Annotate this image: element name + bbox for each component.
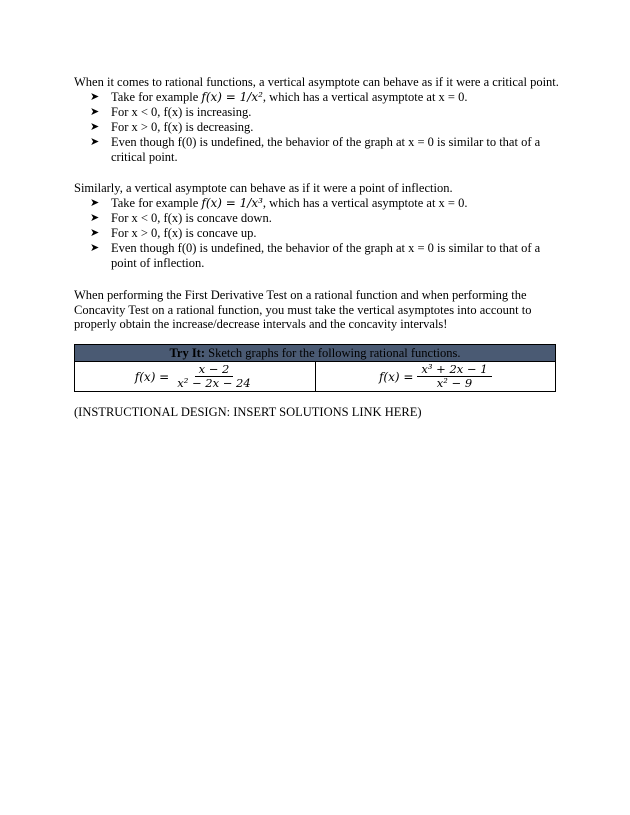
- try-it-header: [75, 345, 556, 362]
- denominator: x² − 9: [436, 376, 473, 390]
- problem-cell-left: [75, 362, 316, 392]
- intro-critical-point: When it comes to rational functions, a vertical asymptote can behave as if it were a critical point.: [74, 75, 559, 89]
- list-item: [90, 135, 560, 164]
- arrow-bullet-icon: ➤: [90, 120, 100, 134]
- arrow-bullet-icon: ➤: [90, 105, 100, 119]
- numerator: x³ + 2x − 1: [417, 363, 491, 377]
- bullet-text: , which has a vertical asymptote at x = 0.: [262, 90, 468, 104]
- bullet-text: For x > 0, f(x) is concave up.: [111, 226, 257, 241]
- math-expression: f(x) = 1/x²: [201, 90, 263, 104]
- numerator: x − 2: [195, 363, 234, 377]
- bullet-text: Even though f(0) is undefined, the behavior of the graph at x = 0 is similar to that of a critical point.: [111, 135, 541, 164]
- function-equation-right: [379, 363, 492, 390]
- denominator: x² − 2x − 24: [177, 376, 251, 390]
- try-it-table: [74, 344, 556, 392]
- bullet-text: For x > 0, f(x) is decreasing.: [111, 120, 254, 135]
- arrow-bullet-icon: ➤: [90, 211, 100, 225]
- function-lhs: f(x) =: [378, 369, 414, 384]
- bullet-list-inflection: [90, 196, 560, 271]
- list-item: [90, 196, 560, 211]
- list-item: [90, 226, 560, 241]
- list-item: [90, 211, 560, 226]
- list-item: [90, 241, 560, 270]
- fraction: [173, 363, 254, 390]
- list-item: [90, 120, 560, 135]
- try-it-label: Try It:: [169, 345, 206, 360]
- bullet-text: Even though f(0) is undefined, the behavior of the graph at x = 0 is similar to that of a point of inflection.: [111, 241, 541, 270]
- problem-cell-right: [315, 362, 556, 392]
- fraction: [417, 363, 491, 390]
- bullet-text: Take for example: [111, 196, 202, 210]
- bullet-text: For x < 0, f(x) is increasing.: [111, 105, 252, 120]
- function-lhs: f(x) =: [134, 369, 170, 384]
- bullet-text: Take for example: [111, 90, 202, 104]
- function-equation-left: [135, 363, 255, 390]
- bullet-text: , which has a vertical asymptote at x = 0.: [262, 196, 468, 210]
- arrow-bullet-icon: ➤: [90, 241, 100, 255]
- arrow-bullet-icon: ➤: [90, 196, 100, 209]
- asymptote-tests-paragraph: When performing the First Derivative Test on a rational function and when performing the Concavity Test on a rational function, you must take the vertical asymptotes into account to properly obtain the increase/decrease intervals and the concavity intervals!: [74, 288, 532, 332]
- solutions-link-placeholder: (INSTRUCTIONAL DESIGN: INSERT SOLUTIONS LINK HERE): [74, 405, 422, 419]
- math-expression: f(x) = 1/x³: [201, 196, 263, 210]
- arrow-bullet-icon: ➤: [90, 226, 100, 240]
- list-item: [90, 90, 560, 105]
- arrow-bullet-icon: ➤: [90, 90, 100, 103]
- arrow-bullet-icon: ➤: [90, 135, 100, 149]
- list-item: [90, 105, 560, 120]
- try-it-instruction: Sketch graphs for the following rational functions.: [205, 345, 461, 360]
- intro-inflection-point: Similarly, a vertical asymptote can behave as if it were a point of inflection.: [74, 181, 453, 195]
- bullet-list-critical: [90, 90, 560, 165]
- bullet-text: For x < 0, f(x) is concave down.: [111, 211, 272, 226]
